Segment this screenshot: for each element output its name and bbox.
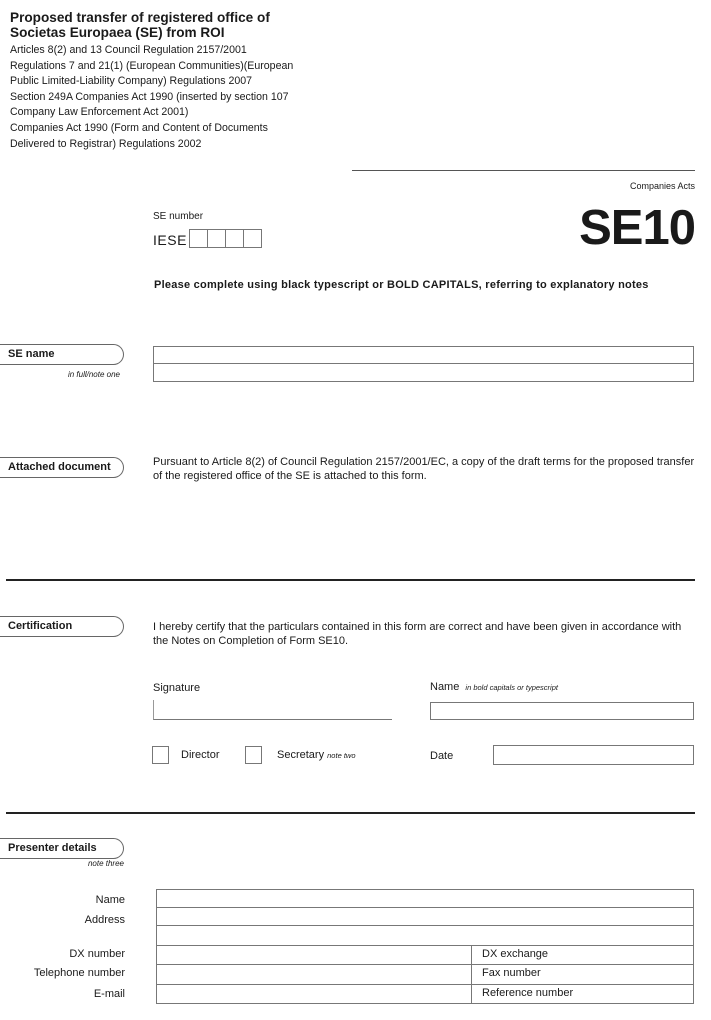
date-label: Date [430,750,454,762]
presenter-telephone-field[interactable] [156,964,472,985]
presenter-name-label: Name [95,894,125,906]
secretary-note: note two [327,751,356,760]
se-number-digit-box[interactable] [207,229,226,248]
section-tab-presenter-details: Presenter details [0,838,124,859]
section-divider [6,812,695,814]
signature-field[interactable] [153,700,392,720]
cert-name-label [430,681,558,693]
se-name-note: in full/note one [67,370,120,379]
instructions: Please complete using black typescript or BOLD CAPITALS, referring to explanatory notes [154,279,649,291]
se-name-field-line-1[interactable] [153,346,694,364]
legal-ref: Section 249A Companies Act 1990 (inserted by section 107 [10,90,289,103]
presenter-reference-field[interactable] [471,984,694,1004]
presenter-email-field[interactable] [156,984,472,1004]
se-number-label: SE number [153,211,204,222]
presenter-address-field-line-2[interactable] [156,925,694,946]
presenter-dx-number-label: DX number [69,948,125,960]
form-title [10,10,270,40]
director-checkbox[interactable] [152,746,169,764]
section-tab-certification: Certification [0,616,124,637]
cert-name-field[interactable] [430,702,694,720]
se-number-prefix: IESE [153,232,187,248]
section-tab-attached-document: Attached document [0,457,124,478]
date-field[interactable] [493,745,694,765]
se-name-field-line-2[interactable] [153,363,694,382]
secretary-checkbox[interactable] [245,746,262,764]
director-label: Director [181,749,220,761]
se-number-digit-box[interactable] [189,229,208,248]
presenter-note: note three [87,859,124,868]
legal-ref: Regulations 7 and 21(1) (European Communities)(European [10,59,294,72]
section-divider [6,579,695,581]
cert-name-note: in bold capitals or typescript [465,683,558,692]
form-code: SE10 [579,201,695,255]
se-number-digit-box[interactable] [225,229,244,248]
presenter-fax-field[interactable] [471,964,694,985]
secretary-label [277,749,356,761]
presenter-dx-exchange-field[interactable] [471,945,694,965]
legal-ref: Company Law Enforcement Act 2001) [10,106,189,119]
header-divider [352,170,695,171]
legal-ref: Companies Act 1990 (Form and Content of Documents [10,121,268,134]
section-tab-se-name: SE name [0,344,124,365]
fax-number-label: Fax number [482,967,541,979]
legal-ref: Articles 8(2) and 13 Council Regulation 2157/2001 [10,44,247,56]
presenter-address-label: Address [84,914,125,926]
form-title-line-2: Societas Europaea (SE) from ROI [10,25,225,40]
presenter-dx-number-field[interactable] [156,945,472,965]
dx-exchange-label: DX exchange [482,948,549,960]
presenter-email-label: E-mail [93,988,125,1000]
form-title-line-1: Proposed transfer of registered office of [10,10,270,25]
cert-name-label-text: Name [430,681,460,693]
reference-number-label: Reference number [482,987,574,999]
se-number-digit-box[interactable] [243,229,262,248]
presenter-address-field-line-1[interactable] [156,907,694,926]
legal-references [10,43,345,152]
signature-label: Signature [153,682,201,694]
legal-ref: Public Limited-Liability Company) Regulations 2007 [10,75,253,88]
se-number-input[interactable] [189,229,261,248]
legal-ref: Delivered to Registrar) Regulations 2002 [10,137,202,150]
attached-document-text: Pursuant to Article 8(2) of Council Regulation 2157/2001/EC, a copy of the draft terms for the proposed transfer of the registered office of the SE is attached to this form. [153,456,695,482]
presenter-name-field[interactable] [156,889,694,908]
certification-text: I hereby certify that the particulars contained in this form are correct and have been given in accordance with the Notes on Completion of Form SE10. [153,621,682,647]
companies-acts-label: Companies Acts [629,181,695,191]
presenter-telephone-label: Telephone number [33,967,125,979]
secretary-label-text: Secretary [277,749,325,761]
